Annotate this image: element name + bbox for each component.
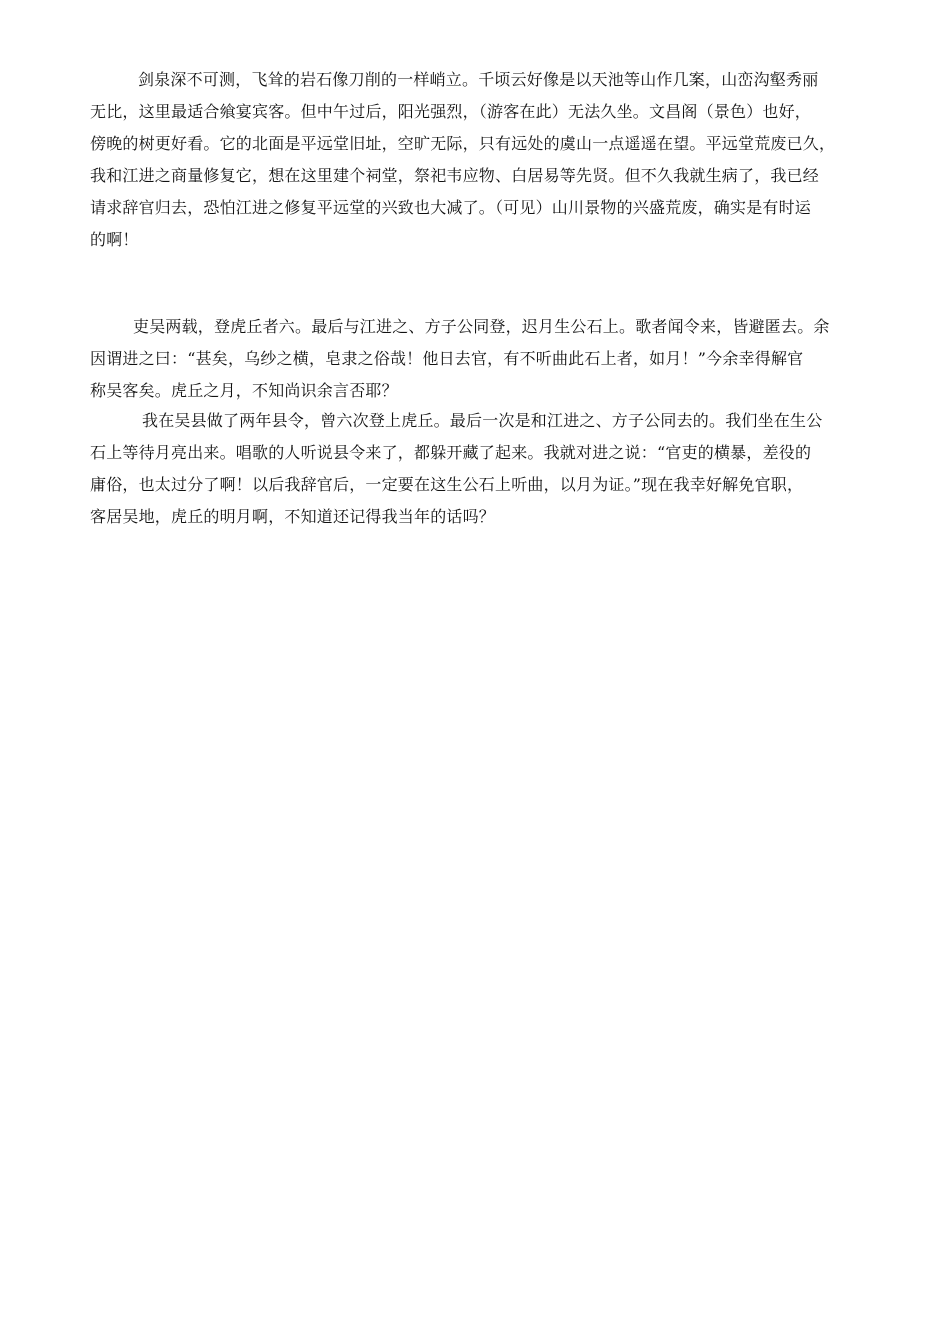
- text-line: 客居吴地，虎丘的明月啊，不知道还记得我当年的话吗？: [90, 507, 496, 526]
- text-line: 吏吴两载，登虎丘者六。最后与江进之、方子公同登，迟月生公石上。歌者闻令来，皆避匿去。余: [133, 317, 830, 336]
- text-line: 称吴客矣。虎丘之月，不知尚识余言否耶？: [90, 381, 398, 400]
- text-line: 因谓进之曰：“甚矣，乌纱之横，皂隶之俗哉！他日去官，有不听曲此石上者，如月！”今余幸得解官: [90, 349, 804, 368]
- text-line: 请求辞官归去，恐怕江进之修复平远堂的兴致也大减了。（可见）山川景物的兴盛荒废，确实是有时运: [90, 198, 812, 217]
- text-line: 我和江进之商量修复它，想在这里建个祠堂，祭祀韦应物、白居易等先贤。但不久我就生病了，我已经: [90, 166, 820, 185]
- text-line: 的啊！: [90, 230, 139, 249]
- text-line: 石上等待月亮出来。唱歌的人听说县令来了，都躲开藏了起来。我就对进之说：“官吏的横暴，差役的: [90, 443, 812, 462]
- text-line: 剑泉深不可测，飞耸的岩石像刀削的一样峭立。千顷云好像是以天池等山作几案，山峦沟壑秀丽: [138, 70, 819, 89]
- text-line: 我在吴县做了两年县令，曾六次登上虎丘。最后一次是和江进之、方子公同去的。我们坐在生公: [142, 411, 823, 430]
- text-line: 庸俗，也太过分了啊！以后我辞官后，一定要在这生公石上听曲，以月为证。”现在我幸好解免官职，: [90, 475, 804, 494]
- paragraph-translation-1: [90, 64, 835, 256]
- paragraph-classical-text: [90, 311, 830, 407]
- text-line: 傍晚的树更好看。它的北面是平远堂旧址，空旷无际，只有远处的虞山一点遥遥在望。平远堂荒废已久，: [90, 134, 836, 153]
- text-line: 无比，这里最适合飨宴宾客。但中午过后，阳光强烈，（游客在此）无法久坐。文昌阁（景色）也好，: [90, 102, 812, 121]
- paragraph-translation-2: [90, 405, 822, 533]
